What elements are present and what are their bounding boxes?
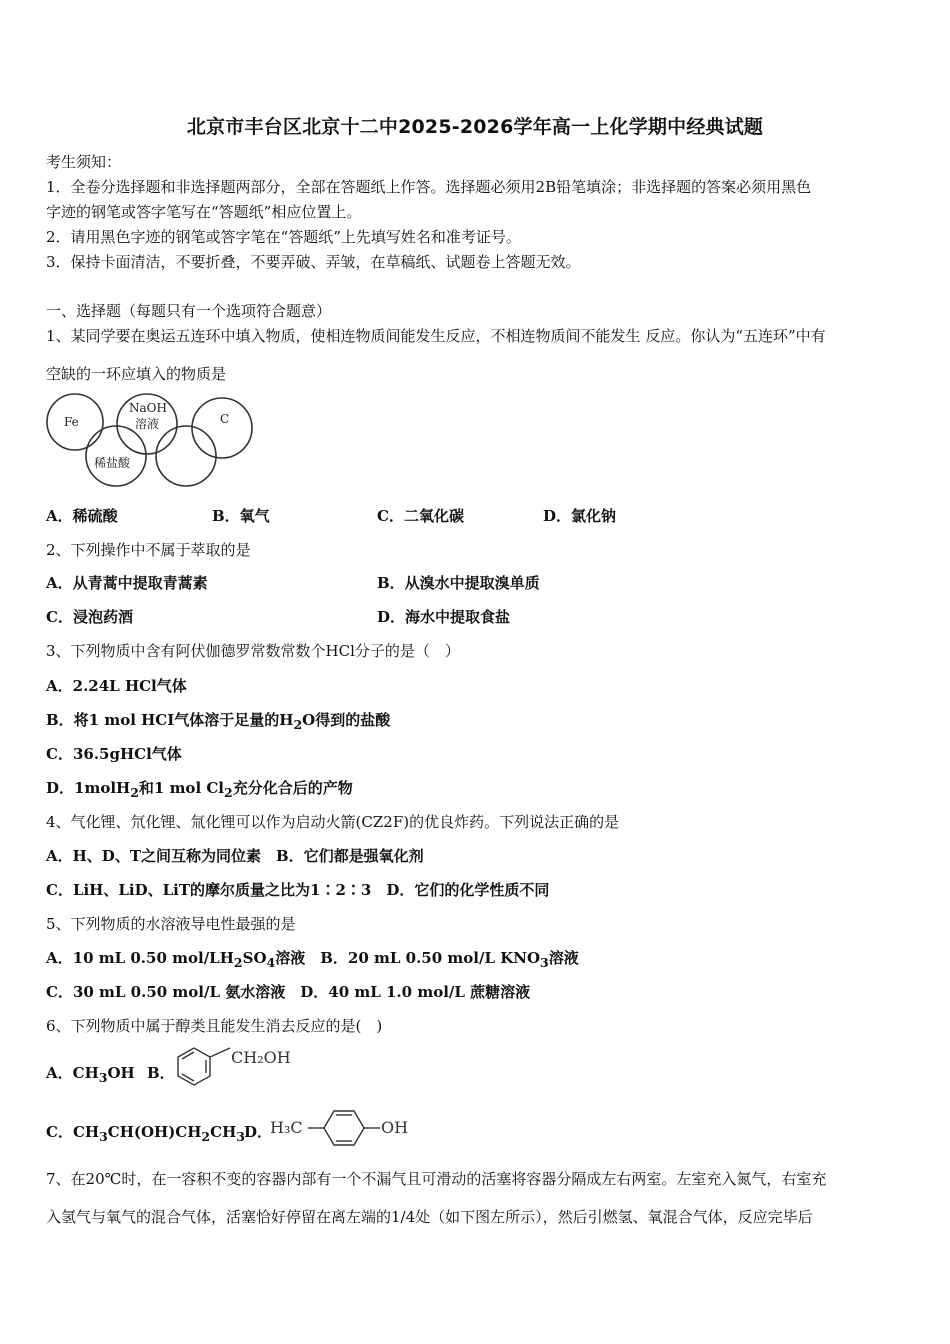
notice-item: 2．请用黑色字迹的钢笔或答字笔在“答题纸”上先填写姓名和准考证号。 bbox=[46, 228, 521, 246]
q1-stem: 空缺的一环应填入的物质是 bbox=[46, 365, 227, 383]
q2-option-b: B．从溴水中提取溴单质 bbox=[377, 574, 540, 592]
p-cresol-structure bbox=[268, 1104, 418, 1148]
q1-option-d: D．氯化钠 bbox=[543, 507, 617, 525]
notice-item: 1．全卷分选择题和非选择题两部分，全部在答题纸上作答。选择题必须用2B铅笔填涂；非选择题的答案必须用黑色 bbox=[46, 178, 812, 196]
notice-item: 3．保持卡面清洁，不要折叠，不要弄破、弄皱，在草稿纸、试题卷上答题无效。 bbox=[46, 253, 581, 271]
q6-option-c: C．$CH_3CH(OH)CH_2CH_3$ bbox=[46, 1123, 245, 1144]
q6-option-b-label: B． bbox=[147, 1064, 175, 1082]
q2-option-a: A．从青蒿中提取青蒿素 bbox=[46, 574, 208, 592]
q6-stem: 6、下列物质中属于醇类且能发生消去反应的是( ) bbox=[46, 1017, 383, 1035]
q6-option-d-label: D． bbox=[244, 1123, 273, 1141]
q1-stem: 1、某同学要在奥运五连环中填入物质，使相连物质间能发生反应，不相连物质间不能发生 反应。你认为“五连环”中有 bbox=[46, 327, 826, 345]
olympic-rings-diagram bbox=[44, 390, 259, 490]
q1-option-c: C．二氧化碳 bbox=[377, 507, 464, 525]
q5-options-cd: C．30 mL 0.50 mol/L 氨水溶液 D．40 mL 1.0 mol/L 蔗糖溶液 bbox=[46, 983, 531, 1001]
q2-option-c: C．浸泡药酒 bbox=[46, 608, 133, 626]
hydroxyl-label: OH bbox=[381, 1118, 409, 1137]
page-title: 北京市丰台区北京十二中2025-2026学年高一上化学期中经典试题 bbox=[186, 116, 764, 138]
q4-options-ab: A．H、D、T之间互称为同位素 B．它们都是强氧化剂 bbox=[46, 847, 424, 865]
ring-empty bbox=[156, 426, 216, 486]
notice-heading: 考生须知： bbox=[46, 153, 122, 171]
ring-label-fe: Fe bbox=[64, 415, 79, 429]
q5-options-ab: A．10 mL 0.50 mol/$LH_2SO_4$溶液 B．20 mL 0.50 mol/L $KNO_3$溶液 bbox=[46, 949, 579, 970]
q4-options-cd: C．LiH、LiD、LiT的摩尔质量之比为1∶2∶3 D．它们的化学性质不同 bbox=[46, 881, 550, 899]
q1-option-b: B．氧气 bbox=[212, 507, 270, 525]
methyl-label: H₃C bbox=[270, 1118, 303, 1137]
q3-option-d: D．1molH$_2$和1 mol $Cl_2$充分化合后的产物 bbox=[46, 779, 353, 800]
section-title: 一、选择题（每题只有一个选项符合题意） bbox=[46, 302, 332, 320]
notice-item: 字迹的钢笔或答字笔写在“答题纸”相应位置上。 bbox=[46, 203, 362, 221]
q3-option-c: C．36.5gHCl气体 bbox=[46, 745, 182, 763]
q3-stem: 3、下列物质中含有阿伏伽德罗常数常数个HCl分子的是（ ） bbox=[46, 642, 460, 660]
ring-label-naoh: NaOH bbox=[129, 401, 167, 415]
q7-stem: 7、在20℃时，在一容积不变的容器内部有一个不漏气且可滑动的活塞将容器分隔成左右两室。左室充入氮气，右室充 bbox=[46, 1170, 827, 1188]
q1-option-a: A．稀硫酸 bbox=[46, 507, 118, 525]
benzyl-alcohol-structure bbox=[170, 1044, 305, 1094]
q2-stem: 2、下列操作中不属于萃取的是 bbox=[46, 541, 251, 559]
q6-option-a: A．$CH_3OH$ bbox=[46, 1064, 135, 1085]
benzyl-group-label: CH₂OH bbox=[231, 1048, 291, 1067]
ring-c bbox=[192, 398, 252, 458]
q2-option-d: D．海水中提取食盐 bbox=[377, 608, 511, 626]
q5-stem: 5、下列物质的水溶液导电性最强的是 bbox=[46, 915, 296, 933]
ring-label-c: C bbox=[220, 412, 230, 426]
q7-stem: 入氢气与氧气的混合气体，活塞恰好停留在离左端的1/4处（如下图左所示），然后引燃氢、氧混合气体，反应完毕后 bbox=[46, 1208, 813, 1226]
q3-option-a: A．2.24L HCl气体 bbox=[46, 677, 187, 695]
q4-stem: 4、气化锂、氘化锂、氚化锂可以作为启动火箭(CZ2F)的优良炸药。下列说法正确的是 bbox=[46, 813, 620, 831]
q3-option-b: B．将1 mol HCI气体溶于足量的$H_2O$得到的盐酸 bbox=[46, 711, 391, 732]
ring-label-hcl: 稀盐酸 bbox=[94, 456, 131, 470]
ring-label-naoh: 溶液 bbox=[135, 417, 160, 431]
